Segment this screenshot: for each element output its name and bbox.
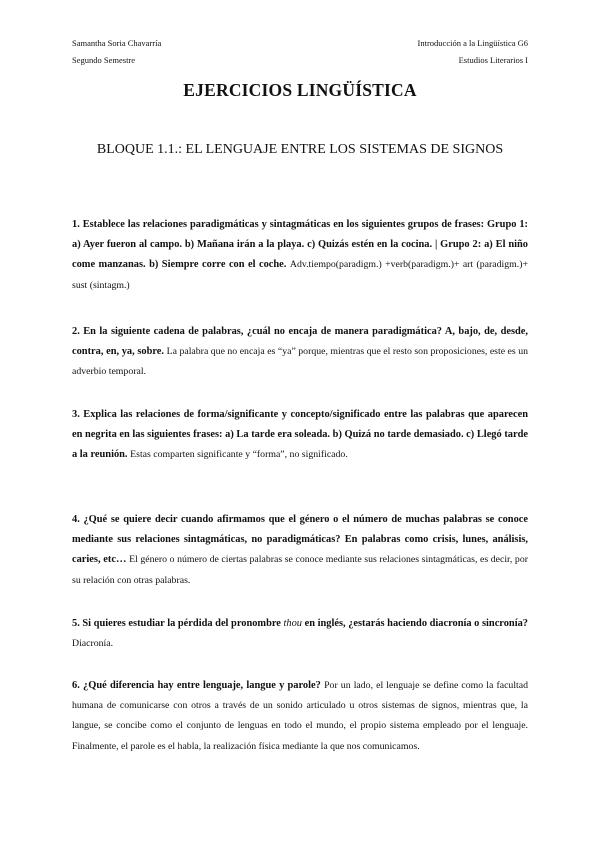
exercise-answer: El género o número de ciertas palabras se conoce mediante sus relaciones sintagmáticas, es decir, por su relación con otras palabras. bbox=[72, 554, 528, 586]
exercise-answer: Estas comparten significante y “forma”, no significado. bbox=[130, 449, 348, 461]
course-name: Introducción a la Lingüística G6 bbox=[417, 38, 528, 48]
exercise-question: 4. ¿Qué se quiere decir cuando afirmamos que el género o el número de muchas palabras se conoce mediante sus relaciones sintagmáticas, no paradigmáticas? En palabras como crisis, lunes, análisis, caries, etc… bbox=[72, 514, 528, 566]
program-name: Estudios Literarios I bbox=[458, 55, 528, 65]
exercise-question: 2. En la siguiente cadena de palabras, ¿cuál no encaja de manera paradigmática? A, bajo, de, desde, contra, en, ya, sobre. bbox=[72, 326, 528, 358]
header-left bbox=[72, 35, 161, 69]
semester-label: Segundo Semestre bbox=[72, 55, 136, 65]
exercise-answer: Adv.tiempo(paradigm.) +verb(paradigm.)+ art (paradigm.)+ sust (sintagm.) bbox=[72, 259, 528, 291]
page-title: EJERCICIOS LINGÜÍSTICA bbox=[183, 80, 417, 100]
exercise-5 bbox=[72, 614, 528, 654]
exercise-6 bbox=[72, 676, 528, 757]
exercise-question: 1. Establece las relaciones paradigmáticas y sintagmáticas en los siguientes grupos de frases: Grupo 1: a) Ayer fueron al campo. b) Mañana irán a la playa. c) Quizás estén en la cocina. | Grupo 2: a) El niño come manzanas. b) Siempre corre con el coche. bbox=[72, 219, 528, 271]
exercise-answer: Por un lado, el lenguaje se define como la facultad humana de comunicarse con otros a través de un sonido articulado u otros sistemas de signos, mientras que, la langue, se concibe como el conjunto de lenguas en todo el mundo, el propio sistema empleado por el lenguaje. Finalmente, el parole es el habla, la realización física mediante la que nos comunicamos. bbox=[72, 680, 529, 752]
section-subtitle: BLOQUE 1.1.: EL LENGUAJE ENTRE LOS SISTEMAS DE SIGNOS bbox=[96, 142, 504, 157]
exercise-1 bbox=[72, 215, 528, 296]
exercise-3 bbox=[72, 405, 528, 466]
exercise-4 bbox=[72, 510, 528, 591]
author-name: Samantha Soria Chavarría bbox=[72, 38, 162, 48]
exercise-question: 6. ¿Qué diferencia hay entre lenguaje, langue y parole? bbox=[72, 680, 321, 691]
exercise-question: 5. Si quieres estudiar la pérdida del pronombre thou en inglés, ¿estarás haciendo diacronía o sincronía? bbox=[72, 618, 528, 629]
emphasis-thou: thou bbox=[283, 618, 302, 629]
exercise-2 bbox=[72, 322, 528, 383]
exercise-answer: La palabra que no encaja es “ya” porque, mientras que el resto son proposiciones, este es un adverbio temporal. bbox=[72, 346, 528, 378]
exercise-answer: Diacronía. bbox=[72, 638, 114, 650]
exercise-question: 3. Explica las relaciones de forma/significante y concepto/significado entre las palabras que aparecen en negrita en las siguientes frases: a) La tarde era soleada. b) Quizá no tarde demasiado. c) Llegó tarde a la reunión. bbox=[72, 409, 528, 461]
header-right bbox=[418, 35, 528, 69]
